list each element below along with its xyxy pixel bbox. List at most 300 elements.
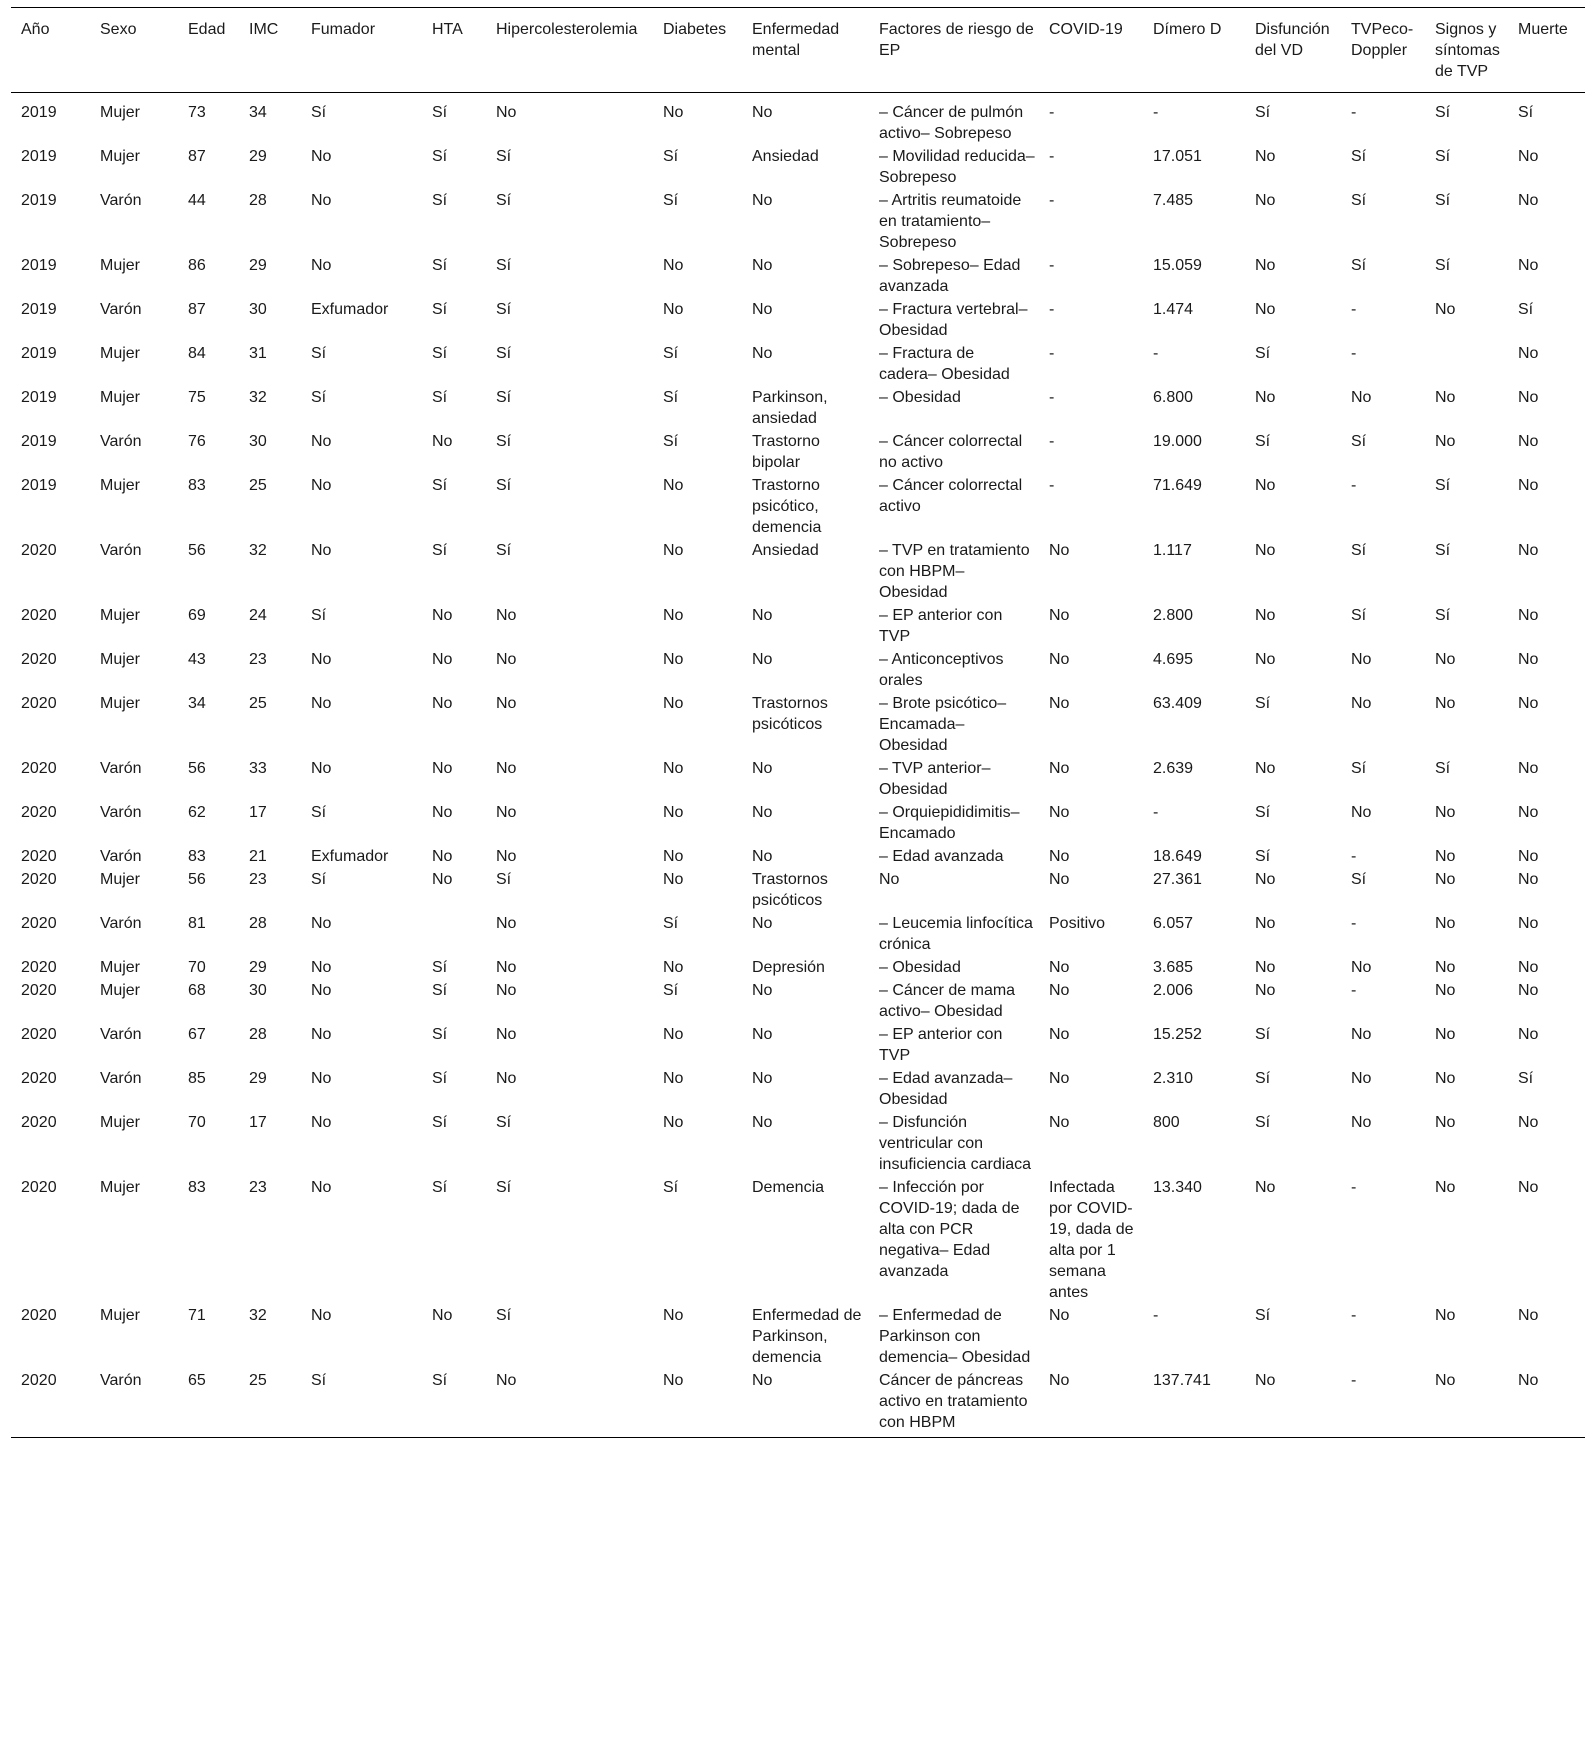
- table-cell: 7.485: [1153, 192, 1194, 209]
- table-cell: -: [1049, 389, 1055, 406]
- table-cell: 2020: [21, 848, 57, 865]
- table-cell: No: [1518, 1114, 1539, 1131]
- table-cell: No: [311, 760, 332, 777]
- table-cell: -: [1049, 257, 1055, 274]
- column-header: Factores de riesgo de EP: [879, 21, 1034, 59]
- table-cell: No: [1049, 542, 1070, 559]
- column-header: Dímero D: [1153, 21, 1222, 38]
- table-cell: 2020: [21, 871, 57, 888]
- table-cell: No: [752, 651, 773, 668]
- table-cell: Mujer: [100, 959, 141, 976]
- table-cell: – Fractura vertebral– Obesidad: [879, 301, 1028, 339]
- table-cell: Sí: [311, 804, 327, 821]
- table-cell: – EP anterior con TVP: [879, 607, 1003, 645]
- table-cell: -: [1351, 477, 1357, 494]
- table-cell: -: [1351, 1307, 1357, 1324]
- table-cell: Ansiedad: [752, 148, 819, 165]
- table-cell: No: [1255, 477, 1276, 494]
- table-cell: Varón: [100, 192, 142, 209]
- table-cell: No: [311, 1114, 332, 1131]
- table-cell: Mujer: [100, 477, 141, 494]
- table-cell: 67: [188, 1026, 206, 1043]
- table-cell: 2020: [21, 1114, 57, 1131]
- table-cell: 23: [249, 1179, 267, 1196]
- table-cell: No: [496, 695, 517, 712]
- column-header: Signos y síntomas de TVP: [1435, 21, 1500, 80]
- table-cell: No: [1255, 542, 1276, 559]
- table-row: [11, 342, 1585, 386]
- table-cell: Sí: [311, 607, 327, 624]
- table-cell: 2019: [21, 389, 57, 406]
- table-cell: No: [1518, 257, 1539, 274]
- table-cell: No: [432, 651, 453, 668]
- table-cell: Mujer: [100, 148, 141, 165]
- table-row: [11, 1023, 1585, 1067]
- table-row: [11, 254, 1585, 298]
- table-cell: Sí: [496, 1114, 512, 1131]
- table-cell: 63.409: [1153, 695, 1202, 712]
- table-cell: No: [752, 345, 773, 362]
- table-cell: No: [1518, 1026, 1539, 1043]
- table-cell: No: [1518, 915, 1539, 932]
- table-cell: Mujer: [100, 607, 141, 624]
- table-cell: Sí: [432, 1372, 448, 1389]
- table-cell: Sí: [1435, 760, 1451, 777]
- column-header: HTA: [432, 21, 463, 38]
- table-cell: Sí: [1518, 1070, 1534, 1087]
- table-cell: No: [1255, 257, 1276, 274]
- table-cell: No: [1518, 1179, 1539, 1196]
- table-cell: 68: [188, 982, 206, 999]
- table-cell: No: [496, 848, 517, 865]
- table-cell: No: [311, 542, 332, 559]
- table-cell: -: [1351, 345, 1357, 362]
- table-cell: Sí: [311, 1372, 327, 1389]
- table-cell: No: [1435, 848, 1456, 865]
- table-cell: Sí: [663, 148, 679, 165]
- table-cell: 2020: [21, 695, 57, 712]
- table-cell: 2019: [21, 345, 57, 362]
- table-cell: Sí: [1255, 1114, 1271, 1131]
- table-cell: Sí: [496, 148, 512, 165]
- table-cell: Varón: [100, 1372, 142, 1389]
- table-cell: -: [1153, 1307, 1159, 1324]
- table-cell: No: [496, 104, 517, 121]
- table-cell: Varón: [100, 915, 142, 932]
- table-cell: [422, 912, 486, 956]
- table-cell: 23: [249, 651, 267, 668]
- table-row: [11, 189, 1585, 254]
- table-cell: – Cáncer colorrectal no activo: [879, 433, 1023, 471]
- table-cell: No: [1255, 1179, 1276, 1196]
- table-cell: No: [432, 760, 453, 777]
- table-cell: Varón: [100, 848, 142, 865]
- table-cell: No: [1518, 192, 1539, 209]
- table-cell: 25: [249, 477, 267, 494]
- table-cell: 76: [188, 433, 206, 450]
- table-cell: No: [1255, 301, 1276, 318]
- column-header: Edad: [188, 21, 226, 38]
- table-row: [11, 298, 1585, 342]
- table-cell: Mujer: [100, 389, 141, 406]
- table-cell: Trastornos psicóticos: [752, 695, 828, 733]
- table-row: [11, 430, 1585, 474]
- table-row: [11, 845, 1585, 868]
- table-cell: 31: [249, 345, 267, 362]
- table-cell: No: [1518, 1372, 1539, 1389]
- table-cell: 28: [249, 1026, 267, 1043]
- table-row: [11, 604, 1585, 648]
- table-cell: Sí: [496, 389, 512, 406]
- table-row: [11, 474, 1585, 539]
- table-cell: 69: [188, 607, 206, 624]
- table-cell: – Sobrepeso– Edad avanzada: [879, 257, 1021, 295]
- table-cell: -: [1049, 192, 1055, 209]
- table-cell: No: [1435, 651, 1456, 668]
- table-cell: 17: [249, 1114, 267, 1131]
- table-cell: 2020: [21, 982, 57, 999]
- table-cell: 1.117: [1153, 542, 1192, 559]
- table-cell: 2020: [21, 651, 57, 668]
- table-cell: Sí: [496, 345, 512, 362]
- table-cell: Sí: [432, 982, 448, 999]
- table-cell: No: [1435, 433, 1456, 450]
- table-cell: Sí: [1435, 607, 1451, 624]
- table-cell: No: [1518, 389, 1539, 406]
- table-cell: Sí: [1351, 871, 1367, 888]
- table-row: [11, 1111, 1585, 1176]
- table-cell: No: [752, 848, 773, 865]
- column-header: Hipercolesterolemia: [496, 21, 638, 38]
- table-cell: Sí: [311, 104, 327, 121]
- table-cell: 2.006: [1153, 982, 1194, 999]
- table-cell: -: [1153, 345, 1159, 362]
- table-cell: – Infección por COVID-19; dada de alta con PCR negativa– Edad avanzada: [879, 1179, 1020, 1280]
- table-cell: Sí: [496, 1307, 512, 1324]
- column-header: Fumador: [311, 21, 376, 38]
- table-cell: Sí: [311, 389, 327, 406]
- table-cell: Varón: [100, 542, 142, 559]
- table-cell: 2019: [21, 104, 57, 121]
- table-cell: Ansiedad: [752, 542, 819, 559]
- table-cell: No: [1435, 871, 1456, 888]
- table-container: [11, 7, 1585, 1438]
- table-cell: Sí: [1255, 433, 1271, 450]
- table-cell: No: [311, 433, 332, 450]
- table-cell: Varón: [100, 760, 142, 777]
- table-cell: Sí: [1351, 433, 1367, 450]
- table-cell: Varón: [100, 804, 142, 821]
- table-cell: 32: [249, 389, 267, 406]
- table-cell: Mujer: [100, 1114, 141, 1131]
- table-row: [11, 145, 1585, 189]
- table-cell: 29: [249, 959, 267, 976]
- table-cell: No: [1435, 982, 1456, 999]
- table-cell: No: [432, 871, 453, 888]
- table-cell: Demencia: [752, 1179, 825, 1196]
- table-cell: No: [311, 192, 332, 209]
- table-cell: No: [1518, 477, 1539, 494]
- table-cell: 27.361: [1153, 871, 1202, 888]
- table-cell: Sí: [1351, 192, 1367, 209]
- table-cell: No: [311, 982, 332, 999]
- table-cell: No: [752, 1070, 773, 1087]
- table-cell: Sí: [432, 1179, 448, 1196]
- table-cell: No: [752, 301, 773, 318]
- table-cell: 86: [188, 257, 206, 274]
- table-cell: 2019: [21, 257, 57, 274]
- table-cell: Mujer: [100, 982, 141, 999]
- table-cell: No: [311, 477, 332, 494]
- table-cell: 44: [188, 192, 206, 209]
- table-cell: No: [1435, 804, 1456, 821]
- table-cell: Sí: [1435, 257, 1451, 274]
- table-cell: No: [663, 871, 684, 888]
- table-cell: No: [1518, 542, 1539, 559]
- table-cell: Sí: [1255, 104, 1271, 121]
- table-cell: No: [432, 607, 453, 624]
- table-cell: 70: [188, 1114, 206, 1131]
- table-cell: No: [752, 760, 773, 777]
- table-cell: 32: [249, 542, 267, 559]
- table-cell: -: [1351, 982, 1357, 999]
- table-cell: Sí: [1255, 1307, 1271, 1324]
- table-cell: 25: [249, 695, 267, 712]
- table-cell: Sí: [432, 542, 448, 559]
- table-cell: No: [496, 804, 517, 821]
- table-cell: 81: [188, 915, 206, 932]
- table-cell: No: [752, 915, 773, 932]
- table-cell: Sí: [663, 389, 679, 406]
- table-cell: Mujer: [100, 1307, 141, 1324]
- table-cell: No: [1435, 959, 1456, 976]
- table-cell: 2020: [21, 607, 57, 624]
- table-cell: 83: [188, 848, 206, 865]
- table-cell: 1.474: [1153, 301, 1194, 318]
- table-cell: No: [663, 760, 684, 777]
- table-cell: 15.059: [1153, 257, 1202, 274]
- table-cell: 2020: [21, 1307, 57, 1324]
- table-cell: – Orquiepididimitis– Encamado: [879, 804, 1020, 842]
- table-cell: No: [496, 1372, 517, 1389]
- table-cell: – Anticonceptivos orales: [879, 651, 1004, 689]
- table-cell: No: [432, 695, 453, 712]
- table-cell: – Fractura de cadera– Obesidad: [879, 345, 1010, 383]
- table-cell: No: [1255, 148, 1276, 165]
- table-cell: Sí: [496, 871, 512, 888]
- table-cell: No: [1435, 915, 1456, 932]
- table-cell: – Leucemia linfocítica crónica: [879, 915, 1033, 953]
- table-cell: No: [663, 542, 684, 559]
- table-cell: No: [311, 1070, 332, 1087]
- table-cell: -: [1049, 433, 1055, 450]
- table-cell: No: [752, 104, 773, 121]
- table-cell: Sí: [663, 915, 679, 932]
- table-cell: Sí: [663, 345, 679, 362]
- table-row: [11, 1067, 1585, 1111]
- table-cell: No: [1049, 651, 1070, 668]
- table-cell: Sí: [432, 477, 448, 494]
- table-cell: No: [1351, 1070, 1372, 1087]
- table-cell: Mujer: [100, 104, 141, 121]
- table-cell: No: [1518, 433, 1539, 450]
- table-row: [11, 93, 1585, 146]
- table-row: [11, 1369, 1585, 1438]
- table-cell: [1425, 342, 1508, 386]
- table-cell: 73: [188, 104, 206, 121]
- table-cell: Sí: [1351, 148, 1367, 165]
- table-cell: No: [311, 148, 332, 165]
- table-cell: No: [311, 915, 332, 932]
- table-cell: No: [752, 607, 773, 624]
- table-cell: No: [1435, 1026, 1456, 1043]
- column-header: Diabetes: [663, 21, 727, 38]
- table-cell: Sí: [1351, 760, 1367, 777]
- table-cell: No: [663, 959, 684, 976]
- table-cell: No: [1255, 871, 1276, 888]
- table-cell: 30: [249, 301, 267, 318]
- table-cell: 34: [188, 695, 206, 712]
- table-cell: No: [1049, 1307, 1070, 1324]
- table-cell: 2020: [21, 1372, 57, 1389]
- table-cell: 2020: [21, 1179, 57, 1196]
- table-cell: Sí: [496, 542, 512, 559]
- table-cell: No: [1518, 982, 1539, 999]
- table-cell: Varón: [100, 301, 142, 318]
- table-cell: No: [663, 1070, 684, 1087]
- table-cell: No: [496, 959, 517, 976]
- table-cell: No: [663, 477, 684, 494]
- table-cell: No: [1049, 1372, 1070, 1389]
- table-cell: No: [496, 760, 517, 777]
- table-cell: 62: [188, 804, 206, 821]
- table-row: [11, 801, 1585, 845]
- table-cell: No: [1049, 1070, 1070, 1087]
- table-cell: Exfumador: [311, 848, 389, 865]
- table-cell: Sí: [432, 257, 448, 274]
- table-cell: 30: [249, 982, 267, 999]
- table-cell: No: [663, 695, 684, 712]
- table-cell: No: [1049, 959, 1070, 976]
- table-cell: No: [311, 1307, 332, 1324]
- column-header: Muerte: [1518, 21, 1568, 38]
- table-cell: – Obesidad: [879, 959, 961, 976]
- table-cell: 2.639: [1153, 760, 1194, 777]
- table-cell: No: [663, 301, 684, 318]
- table-cell: -: [1351, 104, 1357, 121]
- table-row: [11, 386, 1585, 430]
- table-cell: No: [663, 1026, 684, 1043]
- table-cell: Positivo: [1049, 915, 1106, 932]
- table-cell: 70: [188, 959, 206, 976]
- table-cell: 34: [249, 104, 267, 121]
- table-cell: No: [311, 257, 332, 274]
- table-cell: No: [1351, 651, 1372, 668]
- table-cell: No: [1518, 695, 1539, 712]
- table-cell: Varón: [100, 433, 142, 450]
- table-cell: Sí: [1255, 695, 1271, 712]
- table-cell: 25: [249, 1372, 267, 1389]
- table-cell: Enfermedad de Parkinson, demencia: [752, 1307, 862, 1366]
- table-cell: -: [1153, 804, 1159, 821]
- table-cell: No: [752, 257, 773, 274]
- table-cell: No: [311, 1026, 332, 1043]
- table-cell: No: [1518, 148, 1539, 165]
- table-cell: No: [1351, 1114, 1372, 1131]
- column-header: COVID-19: [1049, 21, 1123, 38]
- table-cell: No: [1351, 804, 1372, 821]
- table-cell: No: [1435, 1114, 1456, 1131]
- table-cell: 2020: [21, 760, 57, 777]
- table-cell: -: [1049, 301, 1055, 318]
- table-cell: Varón: [100, 1070, 142, 1087]
- table-cell: No: [1435, 1372, 1456, 1389]
- table-cell: 71.649: [1153, 477, 1202, 494]
- table-cell: 2019: [21, 477, 57, 494]
- table-cell: No: [1049, 1026, 1070, 1043]
- table-cell: No: [1518, 345, 1539, 362]
- table-cell: No: [1049, 848, 1070, 865]
- table-cell: No: [663, 804, 684, 821]
- table-cell: Mujer: [100, 257, 141, 274]
- table-cell: 71: [188, 1307, 206, 1324]
- table-cell: Sí: [663, 1179, 679, 1196]
- table-row: [11, 692, 1585, 757]
- table-cell: Sí: [432, 1114, 448, 1131]
- table-cell: 75: [188, 389, 206, 406]
- table-cell: Sí: [1518, 104, 1534, 121]
- table-cell: 17.051: [1153, 148, 1202, 165]
- table-cell: 28: [249, 915, 267, 932]
- table-cell: 17: [249, 804, 267, 821]
- table-cell: Sí: [432, 345, 448, 362]
- table-cell: Trastorno bipolar: [752, 433, 820, 471]
- table-cell: Sí: [432, 104, 448, 121]
- table-cell: Sí: [663, 982, 679, 999]
- table-cell: No: [663, 848, 684, 865]
- table-cell: Trastornos psicóticos: [752, 871, 828, 909]
- table-cell: No: [1435, 1307, 1456, 1324]
- table-cell: – Edad avanzada– Obesidad: [879, 1070, 1013, 1108]
- table-cell: 2019: [21, 301, 57, 318]
- table-cell: Sí: [496, 477, 512, 494]
- table-cell: – Cáncer colorrectal activo: [879, 477, 1023, 515]
- column-header: Disfunción del VD: [1255, 21, 1330, 59]
- table-cell: Sí: [496, 433, 512, 450]
- table-cell: No: [752, 1114, 773, 1131]
- table-cell: Sí: [1435, 542, 1451, 559]
- table-cell: 6.800: [1153, 389, 1194, 406]
- table-cell: 800: [1153, 1114, 1180, 1131]
- table-cell: No: [1351, 1026, 1372, 1043]
- table-cell: – EP anterior con TVP: [879, 1026, 1003, 1064]
- table-cell: Mujer: [100, 1179, 141, 1196]
- table-cell: Varón: [100, 1026, 142, 1043]
- table-cell: 33: [249, 760, 267, 777]
- table-cell: No: [1049, 695, 1070, 712]
- table-body: [11, 93, 1585, 1438]
- table-cell: – Obesidad: [879, 389, 961, 406]
- table-cell: 13.340: [1153, 1179, 1202, 1196]
- table-cell: 2020: [21, 1026, 57, 1043]
- table-cell: No: [496, 607, 517, 624]
- table-cell: 29: [249, 1070, 267, 1087]
- table-cell: No: [1435, 695, 1456, 712]
- table-cell: No: [1255, 651, 1276, 668]
- table-cell: Infectada por COVID-19, dada de alta por 1 semana antes: [1049, 1179, 1134, 1301]
- table-cell: 87: [188, 301, 206, 318]
- column-header: TVPeco-Doppler: [1351, 21, 1414, 59]
